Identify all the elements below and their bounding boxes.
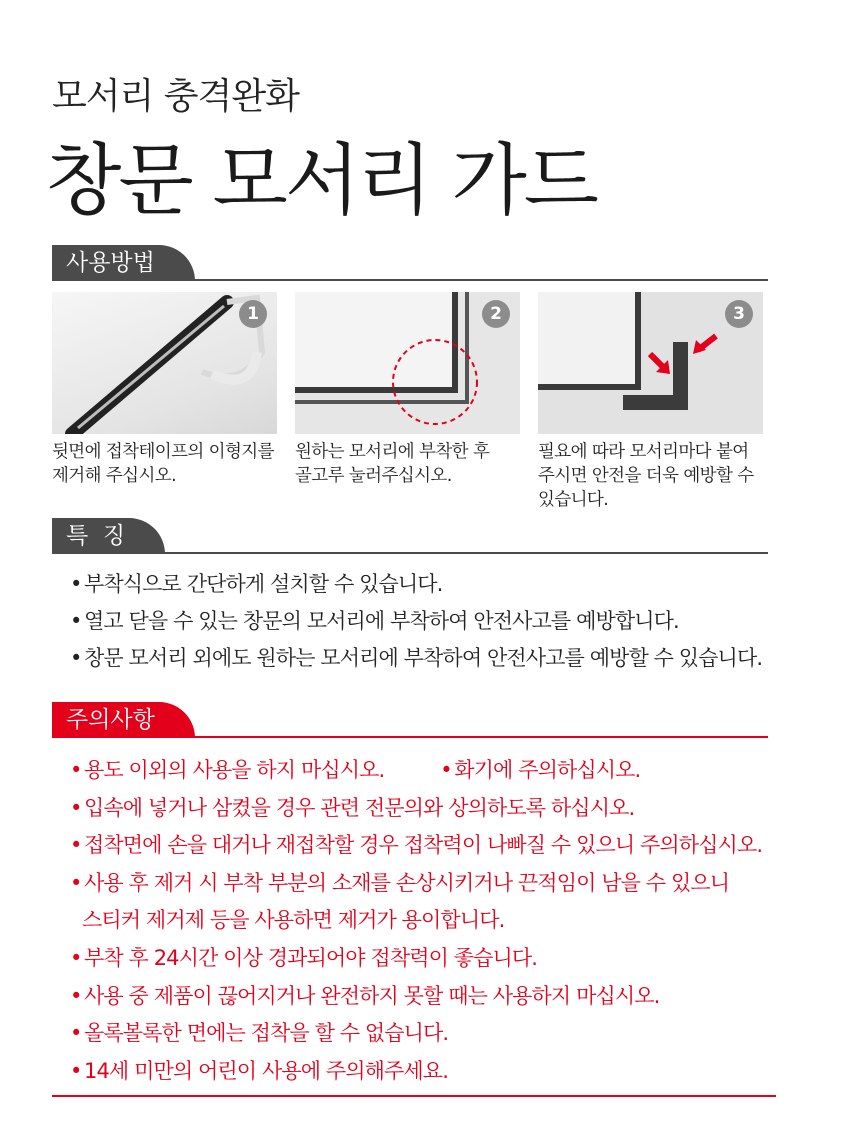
list-item: • 14세 미만의 어린이 사용에 주의해주세요. bbox=[70, 1058, 448, 1083]
step-1 bbox=[52, 292, 277, 488]
list-item: • 접착면에 손을 대거나 재접착할 경우 접착력이 나빠질 수 있으니 주의하십시오. bbox=[70, 833, 763, 858]
step-2-caption: 원하는 모서리에 부착한 후 골고루 눌러주십시오. bbox=[295, 442, 490, 486]
list-item: • 부착식으로 간단하게 설치할 수 있습니다. bbox=[70, 572, 443, 596]
step-1-badge: 1 bbox=[239, 300, 267, 328]
list-item: • 사용 중 제품이 끊어지거나 완전하지 못할 때는 사용하지 마십시오. bbox=[70, 983, 660, 1008]
features-heading: 특 징 bbox=[52, 518, 165, 554]
step-2-badge: 2 bbox=[482, 300, 510, 328]
list-item: • 용도 이외의 사용을 하지 마십시오. • 화기에 주의하십시오. bbox=[70, 758, 641, 782]
features-section-header bbox=[52, 518, 768, 554]
cautions-section-header bbox=[52, 702, 768, 738]
features-divider bbox=[52, 552, 768, 554]
step-2 bbox=[295, 292, 520, 488]
list-item: • 부착 후 24시간 이상 경과되어야 접착력이 좋습니다. bbox=[70, 945, 538, 970]
list-item: • 올록볼록한 면에는 접착을 할 수 없습니다. bbox=[70, 1021, 449, 1046]
step-3-photo bbox=[538, 292, 763, 434]
step-1-caption: 뒷면에 접착테이프의 이형지를 제거해 주십시오. bbox=[52, 442, 274, 486]
cautions-divider bbox=[52, 736, 768, 738]
cautions-list bbox=[70, 752, 762, 1090]
usage-heading: 사용방법 bbox=[52, 245, 195, 281]
list-item: • 열고 닫을 수 있는 창문의 모서리에 부착하여 안전사고를 예방합니다. bbox=[70, 609, 679, 633]
step-3-badge: 3 bbox=[725, 300, 753, 328]
bottom-divider bbox=[52, 1095, 776, 1097]
features-list bbox=[70, 566, 762, 677]
step-2-photo bbox=[295, 292, 520, 434]
step-1-photo bbox=[52, 292, 277, 434]
list-item: • 창문 모서리 외에도 원하는 모서리에 부착하여 안전사고를 예방할 수 있습니다. bbox=[70, 646, 763, 670]
product-subtitle: 모서리 충격완화 bbox=[52, 76, 299, 117]
product-title: 창문 모서리 가드 bbox=[46, 136, 597, 226]
usage-steps bbox=[52, 292, 768, 522]
step-3 bbox=[538, 292, 763, 512]
usage-section-header bbox=[52, 245, 768, 281]
step-3-caption: 필요에 따라 모서리마다 붙여 주시면 안전을 더욱 예방할 수 있습니다. bbox=[538, 442, 754, 510]
list-item: • 사용 후 제거 시 부착 부분의 소재를 손상시키거나 끈적임이 남을 수 있으니 bbox=[70, 870, 730, 895]
cautions-heading: 주의사항 bbox=[52, 702, 195, 738]
list-item: • 입속에 넣거나 삼켰을 경우 관련 전문의와 상의하도록 하십시오. bbox=[70, 795, 635, 820]
usage-divider bbox=[52, 279, 768, 281]
list-item-continuation: 스티커 제거제 등을 사용하면 제거가 용이합니다. bbox=[82, 908, 505, 933]
